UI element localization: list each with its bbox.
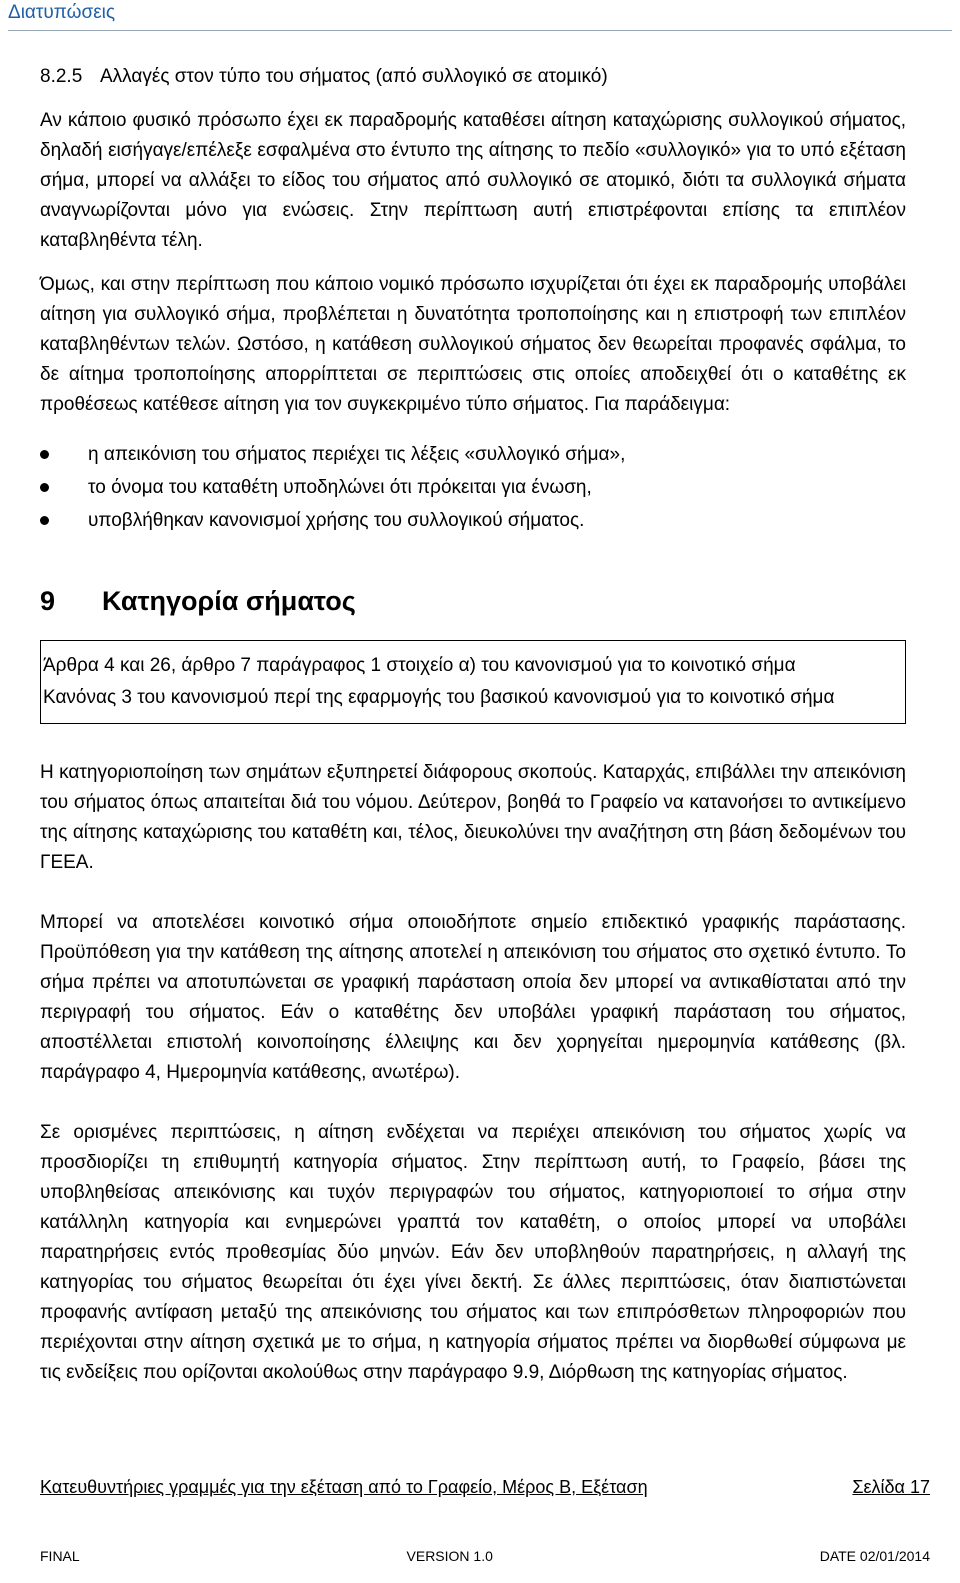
bullet-item <box>40 440 906 470</box>
example-bullet-list <box>40 440 906 536</box>
bullet-item <box>40 473 906 503</box>
footer-status: FINAL <box>40 1548 80 1564</box>
legal-reference-1: Άρθρα 4 και 26, άρθρο 7 παράγραφος 1 στοιχείο α) του κανονισμού για το κοινοτικό σήμα <box>43 655 796 676</box>
legal-reference-2: Κανόνας 3 του κανονισμού περί της εφαρμογής του βασικού κανονισμού για το κοινοτικό σήμα <box>43 687 835 708</box>
header-title: Διατυπώσεις <box>8 2 116 23</box>
section-number: 8.2.5 <box>40 66 83 87</box>
chapter-title: Κατηγορία σήματος <box>102 586 356 616</box>
section-heading <box>40 62 906 92</box>
footer-version: VERSION 1.0 <box>406 1548 493 1564</box>
chapter-paragraph-2: Μπορεί να αποτελέσει κοινοτικό σήμα οποιοδήποτε σημείο επιδεκτικό γραφικής παράστασης. Προϋπόθεση για την κατάθεση της αίτησης αποτελεί η απεικόνιση του σήματος στο σχετικό έντυπο. Το σήμα πρέπει να αποτυπώνεται σε γραφική παράσταση οποία δεν μπορεί να αντικαθίσταται από την περιγραφή του σήματος. Εάν ο καταθέτης δεν υποβάλει γραφική παράσταση του σήματος, αποστέλλεται επιστολή κοινοποίησης έλλειψης και δεν χορηγείται ημερομηνία κατάθεσης (βλ. παράγραφο 4, Ημερομηνία κατάθεσης, ανωτέρω). <box>40 912 906 1083</box>
bullet-text: η απεικόνιση του σήματος περιέχει τις λέξεις «συλλογικό σήμα», <box>88 444 626 465</box>
bullet-text: υποβλήθηκαν κανονισμοί χρήσης του συλλογικού σήματος. <box>88 510 585 531</box>
bullet-dot-icon <box>40 483 49 492</box>
section-paragraph-1: Αν κάποιο φυσικό πρόσωπο έχει εκ παραδρομής καταθέσει αίτηση καταχώρισης συλλογικού σήματος, δηλαδή εισήγαγε/επέλεξε εσφαλμένα στο έντυπο της αίτησης το πεδίο «συλλογικό» για το υπό εξέταση σήμα, μπορεί να αλλάξει το είδος του σήματος από συλλογικό σε ατομικό, διότι τα συλλογικά σήματα αναγνωρίζονται μόνο για ενώσεις. Στην περίπτωση αυτή επιστρέφονται επίσης τα επιπλέον καταβληθέντα τέλη. <box>40 110 906 251</box>
bullet-dot-icon <box>40 450 49 459</box>
section-title: Αλλαγές στον τύπο του σήματος (από συλλογικό σε ατομικό) <box>100 66 608 87</box>
footer-doc-title: Κατευθυντήριες γραμμές για την εξέταση από το Γραφείο, Μέρος B, Εξέταση <box>40 1477 648 1497</box>
header-divider <box>8 30 952 31</box>
chapter-paragraph-3: Σε ορισμένες περιπτώσεις, η αίτηση ενδέχεται να περιέχει απεικόνιση του σήματος χωρίς να προσδιορίζει τη επιθυμητή κατηγορία σήματος. Στην περίπτωση αυτή, το Γραφείο, βάσει της υποβληθείσας απεικόνισης και τυχόν περιγραφών του σήματος, κατηγοριοποιεί το σήμα στην κατάλληλη κατηγορία και ενημερώνει γραπτά τον καταθέτη, ο οποίος μπορεί να υποβάλει παρατηρήσεις εντός προθεσμίας δύο μηνών. Εάν δεν υποβληθούν παρατηρήσεις, η αλλαγή της κατηγορίας του σήματος θεωρείται ότι έχει γίνει δεκτή. Σε άλλες περιπτώσεις, όταν διαπιστώνεται προφανής αντίφαση μεταξύ της απεικόνισης του σήματος και των επιπρόσθετων πληροφοριών που περιέχονται στην αίτηση σχετικά με το σήμα, η κατηγορία σήματος πρέπει να διορθωθεί σύμφωνα με τις ενδείξεις που ορίζονται ακολούθως στην παράγραφο 9.9, Διόρθωση της κατηγορίας σήματος. <box>40 1122 906 1383</box>
legal-references-box <box>40 640 906 724</box>
chapter-number: 9 <box>40 586 56 616</box>
footer-document-line <box>40 1477 930 1498</box>
bullet-item <box>40 506 906 536</box>
page-content <box>40 62 906 1388</box>
footer-version-line <box>40 1548 930 1564</box>
footer-date: DATE 02/01/2014 <box>819 1548 930 1564</box>
section-paragraph-2: Όμως, και στην περίπτωση που κάποιο νομικό πρόσωπο ισχυρίζεται ότι έχει εκ παραδρομής υποβάλει αίτηση για συλλογικό σήμα, προβλέπεται η δυνατότητα τροποποίησης και η επιστροφή των επιπλέον καταβληθέντων τελών. Ωστόσο, η κατάθεση συλλογικού σήματος δεν θεωρείται προφανές σφάλμα, το δε αίτημα τροποποίησης απορρίπτεται σε περιπτώσεις στις οποίες αποδειχθεί ότι ο καταθέτης εκ προθέσεως κατέθεσε αίτηση για τον συγκεκριμένο τύπο σήματος. Για παράδειγμα: <box>40 274 906 415</box>
chapter-heading <box>40 584 906 618</box>
bullet-text: το όνομα του καταθέτη υποδηλώνει ότι πρόκειται για ένωση, <box>88 477 592 498</box>
bullet-dot-icon <box>40 516 49 525</box>
footer-page-number: Σελίδα 17 <box>852 1477 930 1497</box>
chapter-paragraph-1: Η κατηγοριοποίηση των σημάτων εξυπηρετεί διάφορους σκοπούς. Καταρχάς, επιβάλλει την απεικόνιση του σήματος όπως απαιτείται διά του νόμου. Δεύτερον, βοηθά το Γραφείο να κατανοήσει το αντικείμενο της αίτησης καταχώρισης του καταθέτη και, τέλος, διευκολύνει την αναζήτηση στη βάση δεδομένων του ΓΕΕΑ. <box>40 762 906 873</box>
